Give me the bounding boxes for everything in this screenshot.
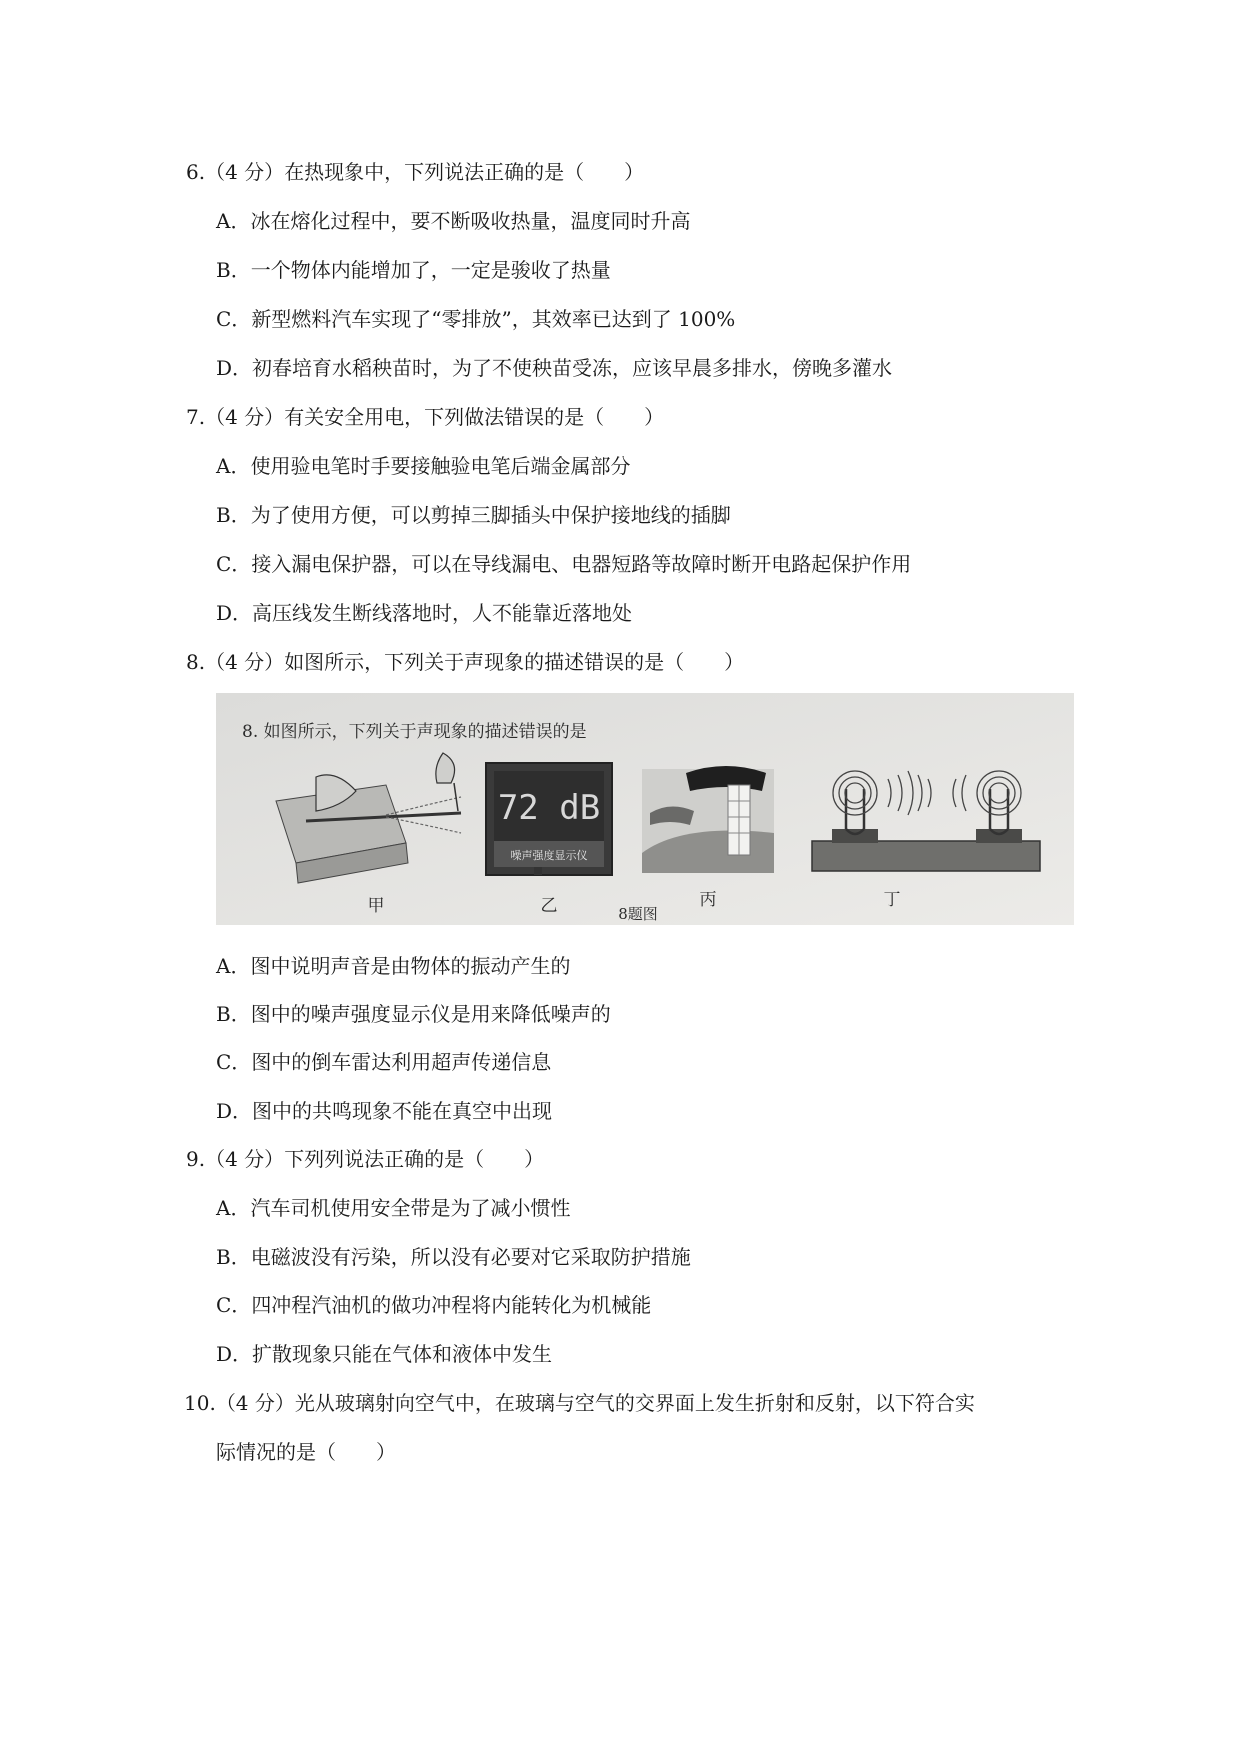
question-number: 7 xyxy=(186,405,199,429)
question-6-stem: 6.（4 分）在热现象中，下列说法正确的是（ ） xyxy=(186,160,645,184)
question-text: 下列列说法正确的是（ ） xyxy=(284,1147,545,1171)
question-score: （4 分） xyxy=(205,1147,285,1171)
question-7-option-b: B．为了使用方便，可以剪掉三脚插头中保护接地线的插脚 xyxy=(216,503,731,527)
figure-heading: 8. 如图所示，下列关于声现象的描述错误的是 xyxy=(242,722,587,742)
question-9-option-d: D．扩散现象只能在气体和液体中发生 xyxy=(216,1342,553,1366)
question-6-option-d: D．初春培育水稻秧苗时，为了不使秧苗受冻，应该早晨多排水，傍晚多灌水 xyxy=(216,356,893,380)
question-number: 6 xyxy=(186,160,199,184)
question-number: 9 xyxy=(186,1147,199,1171)
question-9-option-a: A．汽车司机使用安全带是为了减小惯性 xyxy=(216,1196,571,1220)
question-number: 8 xyxy=(186,650,199,674)
question-7-option-c: C．接入漏电保护器，可以在导线漏电、电器短路等故障时断开电路起保护作用 xyxy=(216,552,912,576)
question-text: 在热现象中，下列说法正确的是（ ） xyxy=(284,160,645,184)
noise-display-value: 72 dB xyxy=(497,788,601,828)
figure-caption: 8题图 xyxy=(618,905,658,923)
question-7-option-a: A．使用验电笔时手要接触验电笔后端金属部分 xyxy=(216,454,631,478)
figure-label-ding: 丁 xyxy=(883,890,901,910)
question-number: 10 xyxy=(184,1391,210,1415)
question-score: （4 分） xyxy=(215,1391,295,1415)
question-8-option-d: D．图中的共鸣现象不能在真空中出现 xyxy=(216,1099,553,1123)
question-text: 如图所示，下列关于声现象的描述错误的是（ ） xyxy=(284,650,745,674)
question-score: （4 分） xyxy=(205,650,285,674)
question-9-option-c: C．四冲程汽油机的做功冲程将内能转化为机械能 xyxy=(216,1293,652,1317)
question-text: 光从玻璃射向空气中，在玻璃与空气的交界面上发生折射和反射，以下符合实 xyxy=(294,1391,975,1415)
question-7-stem: 7.（4 分）有关安全用电，下列做法错误的是（ ） xyxy=(186,405,665,429)
figure-label-yi: 乙 xyxy=(540,896,558,916)
question-score: （4 分） xyxy=(205,405,285,429)
question-6-option-b: B．一个物体内能增加了，一定是骏收了热量 xyxy=(216,258,611,282)
question-score: （4 分） xyxy=(205,160,285,184)
question-8-option-a: A．图中说明声音是由物体的振动产生的 xyxy=(216,954,571,978)
question-6-option-c: C．新型燃料汽车实现了“零排放”，其效率已达到了 100% xyxy=(216,307,736,331)
figure-label-jia: 甲 xyxy=(367,896,385,916)
question-9-stem: 9.（4 分）下列列说法正确的是（ ） xyxy=(186,1147,545,1171)
question-9-option-b: B．电磁波没有污染，所以没有必要对它采取防护措施 xyxy=(216,1245,691,1269)
noise-display-subtext: 噪声强度显示仪 xyxy=(510,849,588,862)
question-8-option-c: C．图中的倒车雷达利用超声传递信息 xyxy=(216,1050,552,1074)
question-10-stem: 10.（4 分）光从玻璃射向空气中，在玻璃与空气的交界面上发生折射和反射，以下符合实 xyxy=(184,1391,975,1415)
question-7-option-d: D．高压线发生断线落地时，人不能靠近落地处 xyxy=(216,601,633,625)
figure-label-bing: 丙 xyxy=(699,890,717,910)
question-text: 有关安全用电，下列做法错误的是（ ） xyxy=(284,405,665,429)
question-8-option-b: B．图中的噪声强度显示仪是用来降低噪声的 xyxy=(216,1002,611,1026)
question-8-stem: 8.（4 分）如图所示，下列关于声现象的描述错误的是（ ） xyxy=(186,650,745,674)
reversing-radar-illustration xyxy=(642,766,774,873)
question-8-figure xyxy=(216,693,1074,925)
question-6-option-a: A．冰在熔化过程中，要不断吸收热量，温度同时升高 xyxy=(216,209,691,233)
question-10-stem-continued: 际情况的是（ ） xyxy=(216,1440,396,1464)
